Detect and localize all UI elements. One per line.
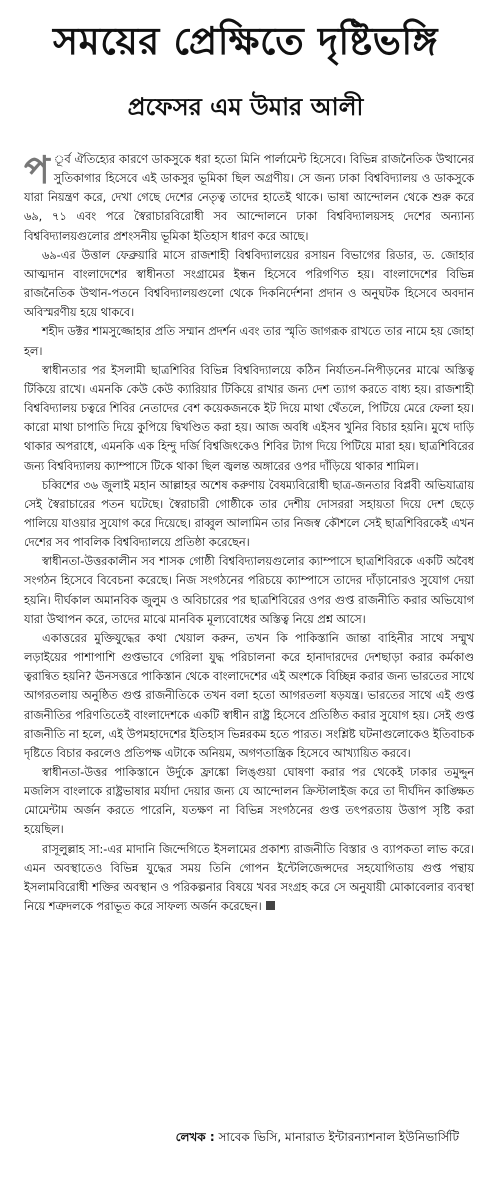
paragraph-1-text: ূর্ব ঐতিহ্যের কারণে ডাকসুকে ধরা হতো মিনি পার্লামেন্ট হিসেবে। বিভিন্ন রাজনৈতিক উত্থানের সুতিকাগার হিসেবে এই ডাকসুর ভূমিকা ছিল অগ্রণীয়। সে জন্য ঢাকা বিশ্ববিদ্যালয় ও ডাকসুকে যারা নিয়ন্ত্রণ করে, দেখা গেছে দেশের নেতৃত্ব তাদের হাতেই থাকে। ভাষা আন্দোলন থেকে শুরু করে ৬৯, ৭১ এবং পরে স্বৈরাচারবিরোধী সব আন্দোলনে ঢাকা বিশ্ববিদ্যালয়সহ দেশের অন্যান্য বিশ্ববিদ্যালয়গুলোর প্রশংসনীয় ভূমিকা ইতিহাস ধারণ করে আছে। xyxy=(24,153,474,243)
author-credit xyxy=(176,1128,459,1146)
paragraph-7: একাত্তরের মুক্তিযুদ্ধের কথা খেয়াল করুন, তখন কি পাকিস্তানি জান্তা বাহিনীর সাথে সম্মুখ লড়াইয়ের পাশাপাশি গুপ্তভাবে গেরিলা যুদ্ধ পরিচালনা করে হানাদারদের দেশছাড়া করার কর্মকাণ্ড ত্বরান্বিত হয়নি? ঊনসত্তরে পাকিস্তান থেকে বাংলাদেশের এই অংশকে বিচ্ছিন্ন করার জন্য ভারতের সাথে আগরতলায় অনুষ্ঠিত গুপ্ত রাজনীতিকে তখন বলা হতো আগরতলা ষড়যন্ত্র। ভারতের সাথে এই গুপ্ত রাজনীতির পরিণতিতেই বাংলাদেশকে একটি স্বাধীন রাষ্ট্র হিসেবে প্রতিষ্ঠিত করার সুযোগ হয়। সেই গুপ্ত রাজনীতি না হলে, এই উপমহাদেশের ইতিহাস ভিন্নরকম হতে পারত। সংশ্লিষ্ট ঘটনাগুলোকেও ইতিবাচক দৃষ্টিতে বিচার করলেও প্রতিপক্ষ এটাকে অনিয়ম, অগণতান্ত্রিক হিসেবে আখ্যায়িত করবে। xyxy=(24,631,475,760)
article-headline: সময়ের প্রেক্ষিতে দৃষ্টিভঙ্গি xyxy=(53,19,438,63)
paragraph-1 xyxy=(24,150,474,246)
article-byline: প্রফেসর এম উমার আলী xyxy=(127,93,364,121)
paragraph-9 xyxy=(24,840,474,917)
drop-cap: প xyxy=(24,148,50,192)
article-body xyxy=(24,150,474,916)
paragraph-5: চব্বিশের ৩৬ জুলাই মহান আল্লাহর অশেষ করুণায় বৈষম্যবিরোধী ছাত্র-জনতার বিপ্লবী অভিযাত্রায় সেই স্বৈরাচারের পতন ঘটেছে। স্বৈরাচারী গোষ্ঠীকে তার দেশীয় দোসররা সহায়তা দিয়ে দেশ ছেড়ে পালিয়ে যাওয়ার সুযোগ করে দিয়েছে। রাব্বুল আলামিন তার নিজস্ব কৌশলে সেই ছাত্রশিবিরকেই এখন দেশের সব পাবলিক বিশ্ববিদ্যালয়ে প্রতিষ্ঠা করেছেন। xyxy=(24,478,474,550)
paragraph-9-text: রাসূলুল্লাহ সা:-এর মাদানি জিন্দেগিতে ইসলামের প্রকাশ্য রাজনীতি বিস্তার ও ব্যাপকতা লাভ করে। এমন অবস্থাতেও বিভিন্ন যুদ্ধের সময় তিনি গোপন ইন্টেলিজেন্সদের সহযোগিতায় গুপ্ত পন্থায় ইসলামবিরোধী শক্তির অবস্থান ও পরিকল্পনার বিষয়ে খবর সংগ্রহ করে সে অনুযায়ী মোকাবেলার ব্যবস্থা নিয়ে শত্রুদলকে পরাভূত করে সাফল্য অর্জন করেছেন। xyxy=(24,842,474,914)
author-text: সাবেক ভিসি, মানারাত ইন্টারন্যাশনাল ইউনিভার্সিটি xyxy=(218,1130,459,1144)
paragraph-2: ৬৯-এর উত্তাল ফেব্রুয়ারি মাসে রাজশাহী বিশ্ববিদ্যালয়ের রসায়ন বিভাগের রিডার, ড. জোহার আত্মদান বাংলাদেশের স্বাধীনতা সংগ্রামের ইন্ধন হিসেবে পরিগণিত হয়। বাংলাদেশের বিভিন্ন রাজনৈতিক উত্থান-পতনে বিশ্ববিদ্যালয়গুলো থেকে দিকনির্দেশনা প্রদান ও অনুঘটক হিসেবে অবদান অবিস্মরণীয় হয়ে থাকবে। xyxy=(24,248,474,320)
author-label: লেখক : xyxy=(175,1130,215,1144)
paragraph-4: স্বাধীনতার পর ইসলামী ছাত্রশিবির বিভিন্ন বিশ্ববিদ্যালয়ে কঠিন নির্যাতন-নিপীড়নের মাঝে অস্তিত্ব টিকিয়ে রাখে। এমনকি কেউ কেউ ক্যারিয়ার টিকিয়ে রাখার জন্য দেশ ত্যাগ করতে বাধ্য হয়। রাজশাহী বিশ্ববিদ্যালয় চত্বরে শিবির নেতাদের বেশ কয়েকজনকে ইট দিয়ে মাথা থেঁতলে, পিটিয়ে মেরে ফেলা হয়। কারো মাথা চাপাতি দিয়ে কুপিয়ে দ্বিখণ্ডিত করা হয়। আজ অবধি এইসব খুনির বিচার হয়নি। মুখে দাড়ি থাকার অপরাধে, এমনকি এক হিন্দু দর্জি বিশ্বজিৎকেও শিবির ট্যাগ দিয়ে পিটিয়ে মারা হয়। ছাত্রশিবিরের জন্য বিশ্ববিদ্যালয় ক্যাম্পাসে টিকে থাকা ছিল জ্বলন্ত অঙ্গারের ওপর দাঁড়িয়ে থাকার শামিল। xyxy=(24,363,474,473)
paragraph-8: স্বাধীনতা-উত্তর পাকিস্তানে উর্দুকে ফ্রাঙ্কো লিঙ্গুয়া ঘোষণা করার পর থেকেই ঢাকার তমুদ্দুন মজলিস বাংলাকে রাষ্ট্রভাষার মর্যাদা দেয়ার জন্য যে আন্দোলন ক্রিস্টালাইজ করে তা দীর্ঘদিন কাঙ্ক্ষিত মোমেন্টাম অর্জন করতে পারেনি, যতক্ষণ না বিভিন্ন সংগঠনের গুপ্ত তৎপরতায় উত্তাপ সৃষ্টি করা হয়েছিল। xyxy=(24,766,474,837)
paragraph-6: স্বাধীনতা-উত্তরকালীন সব শাসক গোষ্ঠী বিশ্ববিদ্যালয়গুলোর ক্যাম্পাসে ছাত্রশিবিরকে একটি অবৈধ সংগঠন হিসেবে বিবেচনা করেছে। নিজ সংগঠনের পরিচয়ে ক্যাম্পাসে তাদের দাঁড়ানোরও সুযোগ দেয়া হয়নি। দীর্ঘকাল অমানবিক জুলুম ও অবিচারের পর ছাত্রশিবিরের ওপর গুপ্ত রাজনীতি করার অভিযোগ যারা উত্থাপন করে, তাদের মাঝে মানবিক মূল্যবোধের অস্তিত্ব নিয়ে প্রশ্ন আসে। xyxy=(24,555,474,626)
end-mark-icon xyxy=(266,901,275,910)
paragraph-3: শহীদ ডক্টর শামসুজ্জোহার প্রতি সম্মান প্রদর্শন এবং তার স্মৃতি জাগরূক রাখতে তার নামে হয় জোহা হল। xyxy=(24,325,474,358)
